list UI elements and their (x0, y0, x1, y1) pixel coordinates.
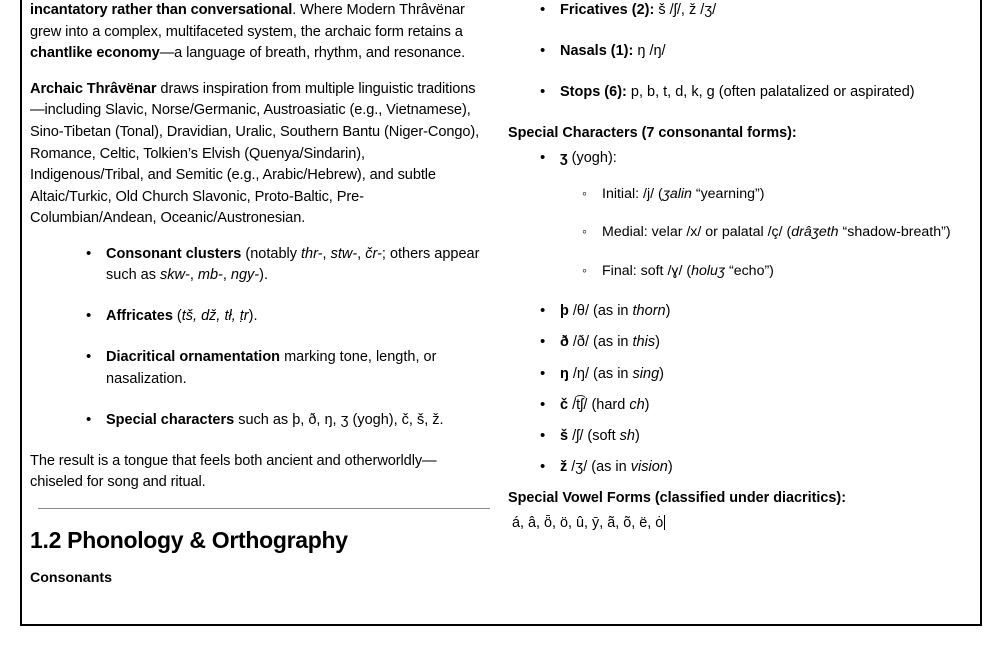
list-item (560, 222, 970, 243)
consonant-example: thorn (632, 303, 666, 320)
consonant-example: sing (632, 365, 660, 382)
intro-middle-text: . Where Modern Thrâvënar grew into a complex, multifaceted system, the archaic form retains a (30, 2, 465, 40)
inventory-value-stops: p, b, t, d, k, g (often palatalized or aspirated) (626, 84, 915, 101)
feature-text: , (357, 245, 366, 262)
cluster-example-cr: čr- (365, 245, 382, 262)
special-characters-heading: Special Characters (7 consonantal forms): (508, 125, 797, 142)
yogh-final-text: Final: soft /ɣ/ ( (602, 262, 692, 279)
cluster-example-ngy: ngy- (230, 267, 260, 284)
yogh-medial-example: drâʒeth (791, 224, 839, 241)
special-vowel-heading: Special Vowel Forms (classified under diacritics): (508, 490, 847, 507)
inventory-label-fricatives: Fricatives (2): (560, 2, 655, 18)
list-item (532, 332, 970, 353)
consonant-tail: ) (659, 365, 664, 382)
intro-bold-chantlike: chantlike economy (30, 45, 160, 62)
intro-tail-text: —a language of breath, rhythm, and resonance. (159, 45, 466, 62)
consonant-tail: ) (634, 427, 640, 444)
inventory-label-nasals: Nasals (1): (560, 43, 634, 60)
feature-text: ( (172, 308, 182, 325)
feature-text: ). (259, 267, 268, 284)
feature-text: ; others appear such as (106, 245, 480, 284)
intro-bold-lead: incantatory rather than conversational (30, 2, 293, 18)
yogh-initial-text: Initial: /j/ ( (602, 185, 663, 202)
consonant-ipa: /θ/ (as in (568, 303, 633, 320)
inventory-value-nasals: ŋ /ŋ/ (633, 43, 666, 60)
list-item (532, 41, 970, 62)
feature-text: (notably (241, 245, 302, 262)
list-item (532, 82, 970, 103)
list-item (532, 457, 970, 478)
consonant-glyph-eth: ð (560, 334, 569, 351)
closing-paragraph: The result is a tongue that feels both ancient and otherworldly—chiseled for song and ritual. (30, 452, 437, 491)
consonant-example: sh (619, 427, 635, 444)
cluster-example-stw: stw- (330, 245, 358, 262)
phonetic-features-list (78, 244, 480, 431)
list-item (78, 410, 480, 431)
special-characters-list (532, 148, 970, 281)
feature-label-affricates: Affricates (106, 308, 173, 325)
consonant-forms-list (532, 301, 970, 478)
text-cursor (664, 515, 665, 530)
cluster-example-skw: skw- (160, 267, 190, 284)
special-vowel-list[interactable] (508, 513, 970, 535)
consonant-glyph-eng: ŋ (560, 365, 569, 382)
consonants-subheading: Consonants (30, 569, 112, 586)
left-column-panel (20, 0, 501, 626)
consonant-ipa: /ŋ/ (as in (568, 365, 633, 382)
yogh-initial-example: ʒalin (662, 185, 692, 202)
feature-text: marking tone, length, or nasalization. (106, 349, 437, 387)
inventory-value-fricatives: š /ʃ/, ž /ʒ/ (654, 2, 717, 18)
consonant-example: vision (630, 459, 668, 476)
consonant-glyph-s-caron: š (560, 427, 569, 444)
consonant-ipa: /ʒ/ (as in (567, 459, 631, 476)
special-vowel-values: á, â, ȫ, ö, û, ȳ, ã, õ, ë, ȯ (512, 515, 664, 532)
cluster-example-thr: thr- (301, 245, 323, 262)
yogh-final-gloss: “echo”) (725, 262, 774, 279)
list-item (532, 426, 970, 447)
list-item (532, 364, 970, 385)
feature-label-consonant-clusters: Consonant clusters (106, 245, 242, 262)
list-item (532, 0, 970, 21)
consonant-example: this (632, 334, 656, 351)
feature-label-diacritical-ornamentation: Diacritical ornamentation (106, 349, 281, 366)
list-item (560, 261, 970, 282)
page-title: 1.2 Phonology & Orthography (30, 527, 348, 554)
list-item (78, 306, 480, 327)
list-item-yogh (532, 148, 970, 281)
consonant-glyph-thorn: þ (560, 303, 569, 320)
consonant-tail: ) (667, 459, 673, 476)
consonant-glyph-c-caron: č (560, 396, 569, 413)
inventory-label-stops: Stops (6): (560, 84, 627, 101)
list-item (560, 184, 970, 205)
right-column-panel (500, 0, 982, 626)
feature-text: ). (248, 308, 258, 325)
consonant-ipa: /t͡ʃ/ (hard (568, 396, 630, 413)
consonant-inventory-list (532, 0, 970, 103)
list-item (78, 244, 480, 286)
cluster-example-mb: mb- (197, 267, 223, 284)
feature-text: , (189, 267, 198, 284)
consonant-tail: ) (665, 303, 671, 320)
feature-label-special-characters: Special characters (106, 411, 235, 428)
yogh-label: (yogh): (567, 150, 617, 167)
yogh-initial-gloss: “yearning”) (691, 185, 765, 202)
yogh-medial-text: Medial: velar /x/ or palatal /ç/ ( (602, 224, 792, 241)
yogh-glyph: ʒ (560, 150, 568, 167)
list-item (78, 347, 480, 389)
consonant-tail: ) (644, 396, 650, 413)
consonant-tail: ) (655, 334, 660, 351)
yogh-variants-list (560, 184, 970, 282)
consonant-ipa: /ð/ (as in (568, 334, 633, 351)
yogh-final-example: holuʒ (691, 262, 726, 279)
feature-text: such as þ, ð, ŋ, ʒ (yogh), č, š, ž. (234, 411, 444, 428)
list-item (532, 301, 970, 322)
intro-paragraph (30, 0, 480, 65)
influences-paragraph (30, 79, 480, 230)
influences-body-text: draws inspiration from multiple linguistic traditions—including Slavic, Norse/Germanic, Austroasiatic (e.g., Vietnamese), Sino-Tibetan (Tonal), Dravidian, Uralic, Southern Bantu (Niger-Congo), Romance, Celtic, Tolkien’s Elvish (Quenya/Sindarin), Indigenous/Tribal, and Semitic (e.g., Arabic/Hebrew), and subtle Altaic/Turkic, Old Church Slavonic, Proto-Baltic, Pre-Columbian/Andean, Oceanic/Austronesian. (30, 80, 480, 227)
yogh-medial-gloss: “shadow-breath”) (838, 224, 951, 241)
affricate-examples: tš, dž, tł, ṭr (181, 308, 249, 325)
consonant-example: ch (629, 396, 645, 413)
feature-text: , (222, 267, 231, 284)
consonant-ipa: /ʃ/ (soft (568, 427, 620, 444)
feature-text: , (322, 245, 331, 262)
list-item (532, 395, 970, 416)
influences-bold-lead: Archaic Thrâvënar (30, 80, 157, 97)
section-divider (38, 508, 490, 509)
consonant-glyph-z-caron: ž (560, 459, 568, 476)
